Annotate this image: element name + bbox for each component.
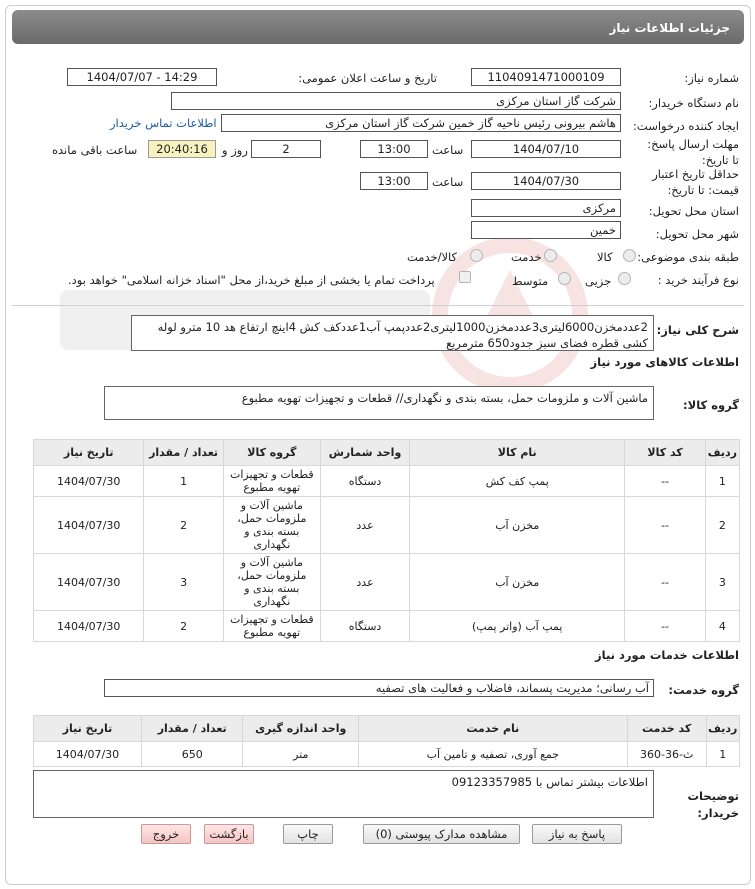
creator-label: ایجاد کننده درخواست:: [633, 119, 739, 133]
need-number-field[interactable]: 1104091471000109: [471, 68, 621, 86]
process-label: نوع فرآیند خرید :: [657, 273, 739, 287]
back-button[interactable]: بازگشت: [204, 824, 254, 844]
goods-table: [33, 439, 740, 642]
reply-deadline-label: مهلت ارسال پاسخ: تا تاریخ:: [647, 137, 739, 167]
separator: [12, 305, 744, 306]
reply-time-field[interactable]: 13:00: [360, 140, 428, 158]
row-index: 2: [705, 497, 739, 554]
row-name: جمع آوری، تصفیه و تامین آب: [358, 742, 627, 767]
need-number-label: شماره نیاز:: [684, 71, 739, 85]
proc-minor-label: جزیی: [585, 274, 612, 288]
cat-goods-label: کالا: [597, 250, 613, 264]
province-label: استان محل تحویل:: [648, 204, 739, 218]
row-unit: دستگاه: [320, 611, 409, 642]
summary-textarea[interactable]: 2عددمخزن6000لیتری3عددمخزن1000لیتری2عددپمپ آب1عددکف کش 4اینچ ارتفاع هد 10 مترو لوله کشی قطره فضای سبز جدود650 مترمربع: [131, 315, 654, 351]
goods-group-label: گروه کالا:: [683, 398, 739, 412]
cat-goods-service-label: کالا/خدمت: [407, 250, 458, 264]
row-qty: 650: [141, 742, 242, 767]
row-date: 1404/07/30: [34, 742, 142, 767]
province-field[interactable]: مرکزی: [471, 199, 621, 217]
row-group: قطعات و تجهیزات تهویه مطبوع: [223, 611, 320, 642]
cat-service-radio[interactable]: [544, 249, 557, 262]
remaining-time-field: 20:40:16: [148, 140, 216, 158]
row-unit: متر: [243, 742, 359, 767]
page-header: [12, 10, 744, 44]
row-code: --: [625, 466, 706, 497]
print-button[interactable]: چاپ: [283, 824, 333, 844]
notes-textarea[interactable]: اطلاعات بیشتر تماس با 09123357985: [33, 770, 654, 818]
announce-field[interactable]: 1404/07/07 - 14:29: [67, 68, 217, 86]
buyer-org-field[interactable]: شرکت گاز استان مرکزی: [171, 92, 621, 110]
col-qty: تعداد / مقدار: [141, 716, 242, 742]
services-section-title: اطلاعات خدمات مورد نیاز: [595, 648, 739, 662]
row-code: ث-36-360: [627, 742, 706, 767]
col-service-code: کد خدمت: [627, 716, 706, 742]
row-name: مخزن آب: [410, 497, 625, 554]
row-date: 1404/07/30: [34, 554, 144, 611]
city-field[interactable]: خمین: [471, 221, 621, 239]
price-valid-label: حداقل تاریخ اعتبار قیمت: تا تاریخ:: [652, 167, 739, 197]
table-row: [34, 554, 740, 611]
col-date: تاریخ نیاز: [34, 716, 142, 742]
col-service-name: نام خدمت: [358, 716, 627, 742]
price-time-field[interactable]: 13:00: [360, 172, 428, 190]
announce-label: تاریخ و ساعت اعلان عمومی:: [298, 71, 437, 85]
proc-minor-radio[interactable]: [618, 272, 631, 285]
goods-group-textarea[interactable]: ماشین آلات و ملزومات حمل، بسته بندی و نگهداری// قطعات و تجهیزات تهویه مطبوع: [104, 386, 654, 420]
col-group: گروه کالا: [223, 440, 320, 466]
cat-goods-service-radio[interactable]: [470, 249, 483, 262]
table-row: [34, 466, 740, 497]
row-date: 1404/07/30: [34, 497, 144, 554]
services-table-header: [34, 716, 740, 742]
price-date-field[interactable]: 1404/07/30: [471, 172, 621, 190]
cat-goods-radio[interactable]: [623, 249, 636, 262]
row-date: 1404/07/30: [34, 611, 144, 642]
goods-table-header: [34, 440, 740, 466]
row-index: 1: [705, 466, 739, 497]
buyer-contact-link[interactable]: اطلاعات تماس خریدار: [110, 116, 217, 130]
row-code: --: [625, 497, 706, 554]
proc-medium-radio[interactable]: [558, 272, 571, 285]
row-index: 1: [706, 742, 739, 767]
reply-hour-label: ساعت: [432, 143, 464, 157]
row-qty: 2: [144, 611, 223, 642]
row-qty: 2: [144, 497, 223, 554]
col-date: تاریخ نیاز: [34, 440, 144, 466]
attachments-button[interactable]: مشاهده مدارک پیوستی (0): [363, 824, 520, 844]
service-group-label: گروه خدمت:: [668, 683, 739, 697]
category-label: طبقه بندی موضوعی:: [637, 250, 739, 264]
col-code: کد کالا: [625, 440, 706, 466]
service-group-field[interactable]: آب رسانی؛ مدیریت پسماند، فاضلاب و فعالیت های تصفیه: [104, 679, 654, 697]
days-field[interactable]: 2: [251, 140, 321, 158]
payment-note: پرداخت تمام یا بخشی از مبلغ خرید،از محل "اسناد خزانه اسلامی" خواهد بود.: [68, 273, 435, 287]
row-name: مخزن آب: [410, 554, 625, 611]
table-row: [34, 497, 740, 554]
row-index: 4: [705, 611, 739, 642]
page-title: جزئیات اطلاعات نیاز: [609, 21, 730, 35]
col-row: ردیف: [705, 440, 739, 466]
creator-field[interactable]: هاشم بیرونی رئیس ناحیه گاز خمین شرکت گاز استان مرکزی: [221, 114, 621, 132]
payment-checkbox[interactable]: [459, 271, 471, 283]
col-measure-unit: واحد اندازه گیری: [243, 716, 359, 742]
days-label: روز و: [222, 143, 248, 157]
notes-label: توضیحات خریدار:: [687, 789, 739, 820]
row-group: ماشین آلات و ملزومات حمل، بسته بندی و نگهداری: [223, 554, 320, 611]
table-row: [34, 611, 740, 642]
row-unit: عدد: [320, 497, 409, 554]
row-date: 1404/07/30: [34, 466, 144, 497]
row-group: ماشین آلات و ملزومات حمل، بسته بندی و نگهداری: [223, 497, 320, 554]
row-name: پمپ آب (واتر پمپ): [410, 611, 625, 642]
city-label: شهر محل تحویل:: [655, 227, 739, 241]
row-group: قطعات و تجهیزات تهویه مطبوع: [223, 466, 320, 497]
reply-button[interactable]: پاسخ به نیاز: [532, 824, 622, 844]
row-unit: دستگاه: [320, 466, 409, 497]
row-qty: 1: [144, 466, 223, 497]
remaining-label: ساعت باقی مانده: [52, 143, 138, 157]
col-row: ردیف: [706, 716, 739, 742]
cat-service-label: خدمت: [511, 250, 542, 264]
table-row: [34, 742, 740, 767]
col-qty: تعداد / مقدار: [144, 440, 223, 466]
summary-label: شرح کلی نیاز:: [656, 323, 739, 337]
row-code: --: [625, 611, 706, 642]
row-index: 3: [705, 554, 739, 611]
services-table: [33, 715, 740, 767]
col-name: نام کالا: [410, 440, 625, 466]
row-code: --: [625, 554, 706, 611]
row-name: پمپ کف کش: [410, 466, 625, 497]
row-unit: عدد: [320, 554, 409, 611]
price-hour-label: ساعت: [432, 175, 464, 189]
proc-medium-label: متوسط: [512, 274, 549, 288]
buyer-org-label: نام دستگاه خریدار:: [648, 96, 739, 110]
exit-button[interactable]: خروج: [141, 824, 191, 844]
goods-section-title: اطلاعات کالاهای مورد نیاز: [590, 355, 739, 369]
col-unit: واحد شمارش: [320, 440, 409, 466]
reply-date-field[interactable]: 1404/07/10: [471, 140, 621, 158]
row-qty: 3: [144, 554, 223, 611]
